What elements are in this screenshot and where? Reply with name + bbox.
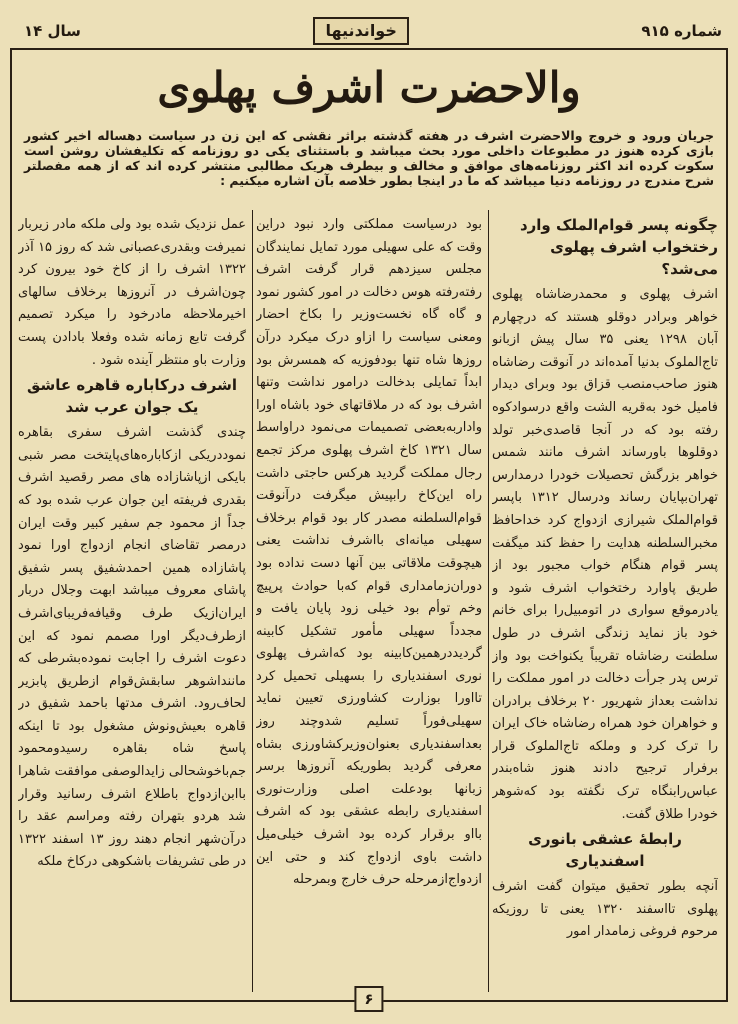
article-title: والاحضرت اشرف پهلوی xyxy=(157,63,581,112)
section-heading: چگونه پسر قوام‌الملک وارد رختخواب اشرف پهلوی می‌شد؟ xyxy=(519,216,718,278)
paragraph: چندی گذشت اشرف سفری بقاهره نموددریکی ازکاباره‌های‌پایتخت مصر شبی بایکی ازپاشازاده های مصر رقصید اشرف بقدری فریفته این جوان عرب شده بود که جداً از محمود جم سفیر کبیر وقت ایران درمصر تقاضای انجام ازدواج اورا نمود پاشازاده همین احمدشفیق پسر شفیق پاشای معروف میباشد ابهت وجلال دربار ایران‌ازیک طرف وقیافه‌فریبای‌اشرف ازطرف‌دیگر اورا مصمم نمود که این دعوت اشرف را اجابت نموده‌بشرطی که ماننداشوهر سابقش‌قوام ازطریق پابزیر لحاف‌رود. اشرف مدتها باحمد شفیق در قاهره بعیش‌ونوش مشغول بود تا اینکه پاسخ شاه بقاهره رسیدومحمود جم‌باخوشحالی زاید‌الوصفی موافقت شاهرا باابن‌ازدواج باطلاع اشرف رسانید وقرار شد هردو بتهران رفته ومراسم عقد را درآن‌شهر انجام دهند روز ۱۳ اسفند ۱۳۲۲ در طی تشریفات باشکوهی درکاخ ملکه xyxy=(18,425,246,870)
magazine-name: خواندنیها xyxy=(313,17,408,45)
issue-number: شماره ۹۱۵ xyxy=(641,22,722,40)
volume-year: سال ۱۴ xyxy=(24,22,81,40)
column-right xyxy=(492,214,718,994)
column-divider xyxy=(488,210,489,992)
article-intro: جریان ورود و خروج والاحضرت اشرف در هفته گذشته براثر نقشی که این زن در سیاست دهساله اخیر کشور بازی کرده هنوز در مطبوعات داخلی مورد بحث میباشد و باستثنای یکی دو روزنامه که تکلیفشان روشن است سکوت کرده اند اکثر روزنامه‌های موافق و مخالف و بیطرف هریک مطالبی منتشر کرده اند که از همه مفصلتر شرح مندرج در روزنامه دنیا میباشد که ما در اینجا بطور خلاصه بآن اشاره میکنیم : xyxy=(24,128,714,188)
column-left xyxy=(18,214,246,994)
paragraph: اشرف پهلوی و محمدرضاشاه پهلوی خواهر وبرادر دوقلو هستند که درچهارم آبان ۱۲۹۸ یعنی ۳۵ سال پیش ازبانو تاج‌الملوک بدنیا آمده‌اند در آنوقت رضاشاه هنوز صاحب‌منصب قزاق بود وبرای دیدار فامیل خود به‌قریه الشت واقع درسوادکوه رفته بود که در آنجا قاصدی‌خبر تولد دوقلوها باورساند اشرف مانند شمس خواهر بزرگش تحصیلات خودرا درمدارس تهران‌بپایان رساند ودرسال ۱۳۱۲ باپسر قوام‌الملک شیرازی ازدواج کرد خداحافظ مخبر‌السلطنه هدایت را حفظ کند میگفت پسر قوام هنگام خواب مجبور بود از طریق پاوارد رختخواب اشرف شود و یادرموقع سواری در اتومبیل‌را برای خانم خود باز نماید زندگی اشرف در طول سلطنت رضاشاه تقریباً یکنواخت بود واز ترس پدر جرأت دخالت در امور مملکت را نداشت بعداز شهریور ۲۰ برخلاف برادران و خواهران خود همراه رضاشاه خاک ایران را ترک کرد و وملکه تاج‌الملوک قرار برفرار ترجیح دادند هنوز شاه‌بندر عباس‌رابنگاه ترک نگفته بود که‌شوهر خودرا طلاق گفت. xyxy=(492,287,718,822)
column-middle xyxy=(256,214,482,994)
page-number: ۶ xyxy=(354,986,383,1012)
paragraph: بود درسیاست مملکتی وارد نبود دراین وقت که علی سهیلی مورد تمایل نمایندگان مجلس سیزدهم قرار گرفت اشرف رفته‌رفته هوس دخالت در امور کشور نمود و گاه گاه نخست‌وزیر را بکاخ احضار ومعنی سیاست را ازاو درک میکرد درآن روزها شاه تنها بودفوزیه که همسرش بود ابداً تمایلی بدخالت درامور نداشت وتنها اشرف بود که در ملاقاتهای خود باشاه اورا واداربه‌بعضی تصمیمات می‌نمود دراواسط سال ۱۳۲۱ کاخ اشرف پهلوی مرکز تجمع رجال مملکت گردید هرکس حاجتی داشت راه این‌کاخ رابپیش میگرفت درآنوقت قوام‌السلطنه مصدر کار بود قوام برخلاف سهیلی میانه‌ای بااشرف نداشت یعنی هیچوقت ملاقاتی بین آنها دست نداده بود دوران‌زمامداری قوام که‌با حوادث پرپیچ وخم توأم بود خیلی زود پایان یافت و مجدداً سهیلی مأمور تشکیل کابینه گردیددرهمین‌کابینه بود که‌اشرف پهلوی نوری اسفندیاری را بسهیلی تحمیل کرد تااورا بوزارت کشاورزی تعیین نماید سهیلی‌فوراً تسلیم شدوچند روز بعداسفندیاری بعنوان‌وزیرکشاورزی بشاه معرفی گردید بطوریکه آنروزها برسر زبانها بودعلت اصلی وزارت‌نوری اسفندیاری رابطه عشقی بود که اشرف بااو برقرار کرده بود اشرف خیلی‌میل داشت باوی ازدواج کند و حتی این ازدواج‌ازمرحله حرف خارج وبمرحله xyxy=(256,217,482,888)
paragraph: آنچه بطور تحقیق میتوان گفت اشرف پهلوی تااسفند ۱۳۲۰ یعنی تا روزیکه مرحوم فروغی زمامدار امور xyxy=(492,879,718,940)
paragraph: عمل نزدیک شده بود ولی ملکه مادر زیربار نمیرفت وبقدری‌عصبانی شد که روز ۱۵ آذر ۱۳۲۲ اشرف را از کاخ خود بیرون کرد چون‌اشرف در آنروزها برخلاف سالهای اخیرملاحظه مادرخود را میکرد تصمیم گرفت تابع زمانه شده وفعلا بادادن پست وزارت باو منتظر آینده شود . xyxy=(18,217,246,368)
magazine-page xyxy=(10,10,728,1014)
page-header xyxy=(10,16,728,46)
section-heading: رابطهٔ عشقی بانوری اسفندیاری xyxy=(528,830,682,871)
section-heading: اشرف درکاباره قاهره عاشق یک جوان عرب شد xyxy=(27,376,237,417)
column-divider xyxy=(252,210,253,992)
